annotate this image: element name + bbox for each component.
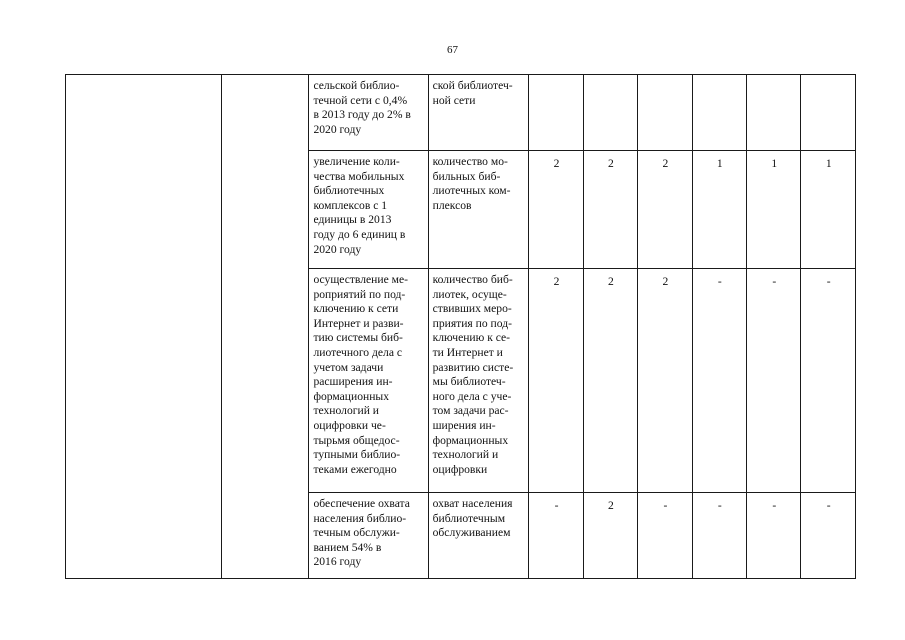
value-cell: 2 <box>638 151 692 269</box>
indicator-cell: охват населения библиотечным обслуживанием <box>428 493 529 579</box>
value-cell: 1 <box>692 151 746 269</box>
value-cell: - <box>692 269 746 493</box>
goal-cell: обеспечение охвата населения библио- течным обслужи- ванием 54% в 2016 году <box>309 493 428 579</box>
value-cell: 2 <box>583 151 637 269</box>
goal-cell: осуществление ме- роприятий по под- ключению к сети Интернет и разви- тию системы биб- лиотечного дела с учетом задачи расширения ин- формационных технологий и оцифровки че- тырьмя общедос- тупными библио- теками ежегодно <box>309 269 428 493</box>
value-cell: - <box>638 493 692 579</box>
value-cell: - <box>529 493 583 579</box>
value-cell: 2 <box>583 269 637 493</box>
value-cell <box>529 75 583 151</box>
value-cell: - <box>747 493 801 579</box>
page-number: 67 <box>447 44 458 56</box>
value-cell: 2 <box>529 151 583 269</box>
data-table <box>65 74 856 579</box>
value-cell: 2 <box>638 269 692 493</box>
goal-cell: сельской библио- течной сети с 0,4% в 2013 году до 2% в 2020 году <box>309 75 428 151</box>
value-cell: 1 <box>801 151 856 269</box>
value-cell <box>692 75 746 151</box>
indicator-cell: количество мо- бильных биб- лиотечных ком- плексов <box>428 151 529 269</box>
value-cell: - <box>747 269 801 493</box>
merged-empty-cell-left <box>66 75 222 579</box>
value-cell <box>583 75 637 151</box>
value-cell: - <box>692 493 746 579</box>
value-cell: - <box>801 493 856 579</box>
indicator-cell: ской библиотеч- ной сети <box>428 75 529 151</box>
value-cell <box>801 75 856 151</box>
table-row <box>66 75 856 151</box>
merged-empty-cell-second <box>222 75 309 579</box>
value-cell: 1 <box>747 151 801 269</box>
indicator-cell: количество биб- лиотек, осуще- ствивших меро- приятия по под- ключению к се- ти Интернет и развитию систе- мы библиотеч- ного дела с уче- том задачи рас- ширения ин- формационных технологий и оцифровки <box>428 269 529 493</box>
goal-cell: увеличение коли- чества мобильных библиотечных комплексов с 1 единицы в 2013 году до 6 единиц в 2020 году <box>309 151 428 269</box>
value-cell: 2 <box>583 493 637 579</box>
value-cell: - <box>801 269 856 493</box>
value-cell <box>747 75 801 151</box>
value-cell: 2 <box>529 269 583 493</box>
value-cell <box>638 75 692 151</box>
